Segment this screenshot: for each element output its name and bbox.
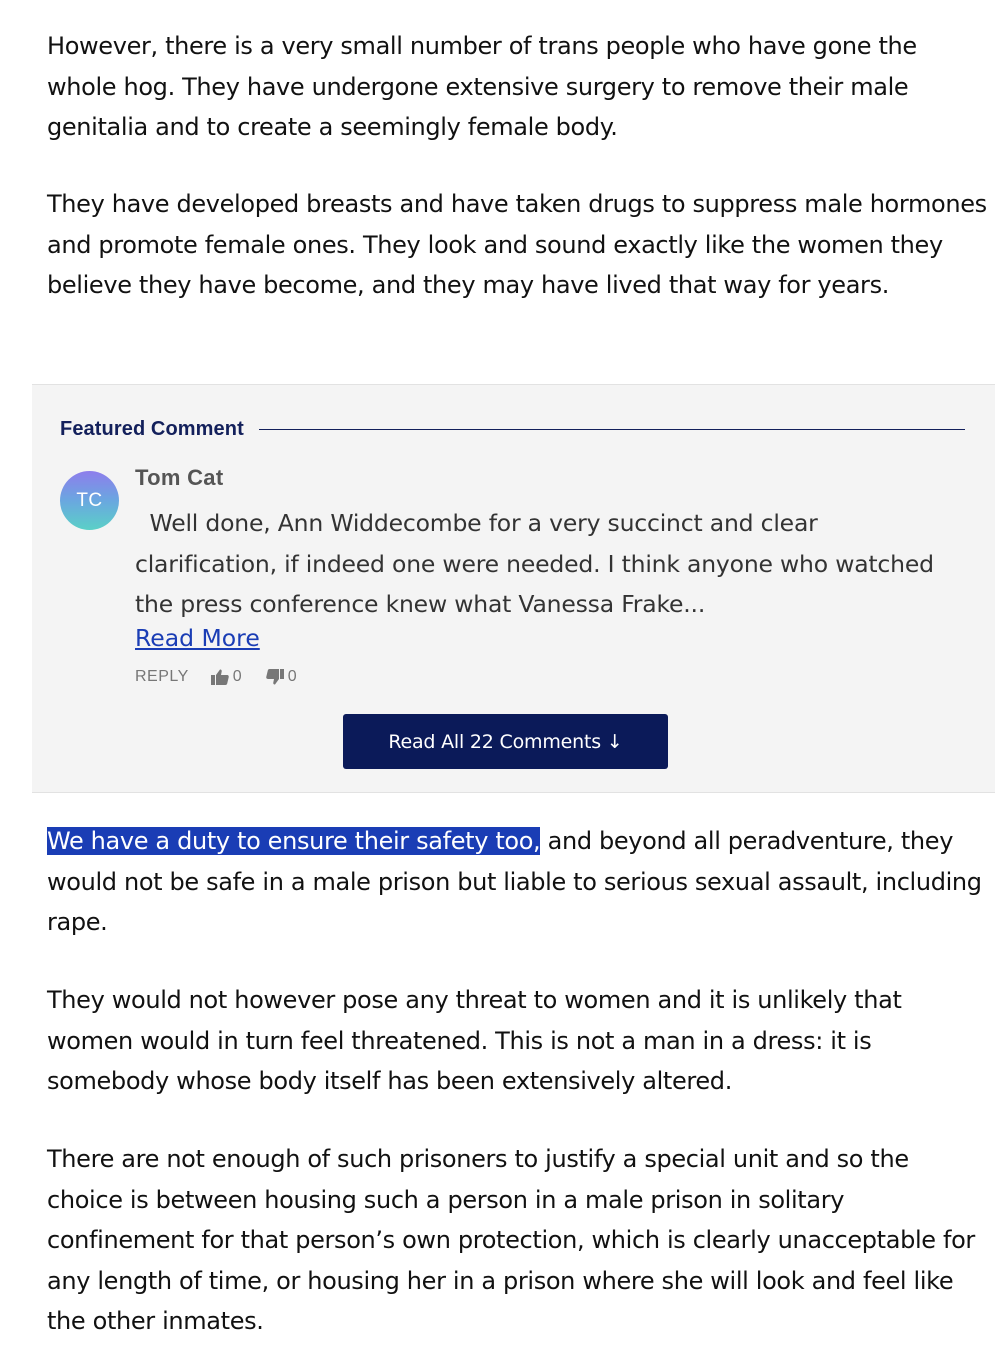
upvote-count: 0 [232, 668, 242, 685]
downvote-count: 0 [287, 668, 297, 685]
read-all-comments-button[interactable] [343, 714, 668, 769]
article-paragraph-3 [47, 821, 987, 943]
thumbs-down-icon [266, 669, 284, 685]
highlighted-text: We have a duty to ensure their safety too, [47, 827, 541, 855]
read-all-comments-label: Read All 22 Comments [388, 730, 601, 753]
comment-actions [135, 668, 321, 686]
featured-comment-header [60, 415, 965, 443]
featured-comment-heading: Featured Comment [60, 417, 244, 440]
comment-author[interactable]: Tom Cat [135, 465, 224, 490]
comment-text: Well done, Ann Widdecombe for a very succinct and clear clarification, if indeed one were needed. I think anyone who watched the press conference knew what Vanessa Frake... [135, 509, 942, 618]
avatar[interactable] [60, 471, 119, 530]
read-more-link[interactable]: Read More [135, 624, 260, 652]
featured-comment-divider [259, 429, 965, 430]
article-paragraph-5: There are not enough of such prisoners to justify a special unit and so the choice is between housing such a person in a male prison in solitary confinement for that person’s own protection, which is clearly unacceptable for any length of time, or housing her in a prison where she will look and feel like the other inmates. [47, 1145, 975, 1335]
avatar-initials: TC [76, 489, 103, 511]
reply-button[interactable]: REPLY [135, 668, 189, 685]
upvote-button[interactable] [211, 668, 242, 686]
featured-comment-box [32, 384, 995, 793]
thumbs-up-icon [211, 669, 229, 685]
article-paragraph-4: They would not however pose any threat to women and it is unlikely that women would in turn feel threatened. This is not a man in a dress: it is somebody whose body itself has been extensively altered. [47, 986, 902, 1095]
paragraph-continuation: and beyond all peradventure, they would not be safe in a male prison but liable to serious sexual assault, including rape. [47, 827, 982, 936]
article-paragraph-2: They have developed breasts and have taken drugs to suppress male hormones and promote female ones. They look and sound exactly like the women they believe they have become, and they may have lived that way for years. [47, 190, 987, 299]
article-paragraph-1: However, there is a very small number of trans people who have gone the whole hog. They have undergone extensive surgery to remove their male genitalia and to create a seemingly female body. [47, 32, 917, 141]
downvote-button[interactable] [266, 668, 297, 686]
arrow-down-icon: ↓ [606, 730, 623, 753]
